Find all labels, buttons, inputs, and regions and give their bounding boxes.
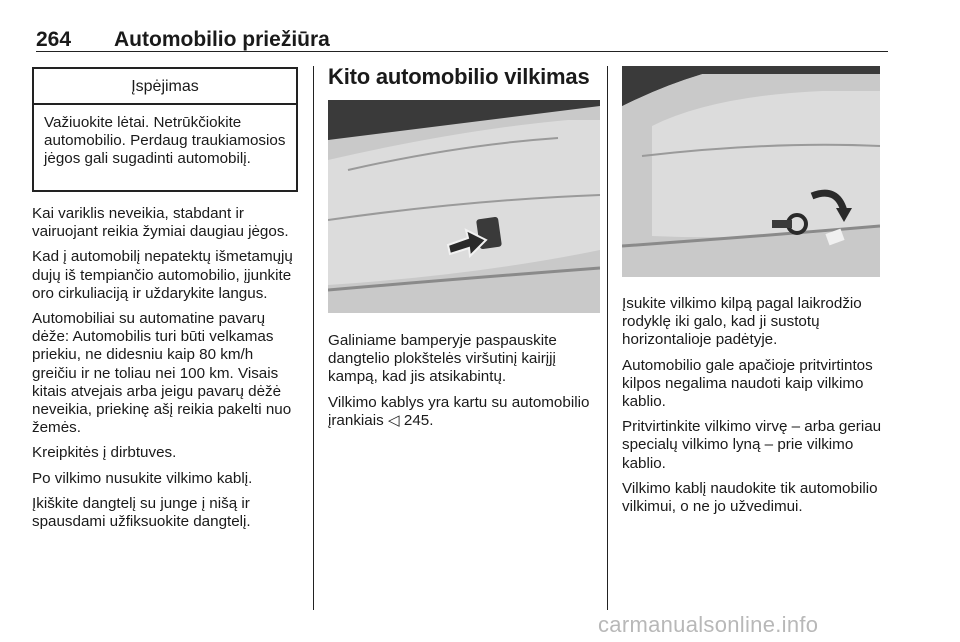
- right-column-text: [622, 295, 892, 523]
- paragraph: Pritvirtinkite vilkimo virvę – arba geriau specialų vilkimo lyną – prie vilkimo kablio.: [622, 418, 882, 472]
- column-divider-right: [607, 66, 608, 610]
- paragraph: Įkiškite dangtelį su junge į nišą ir spausdami užfiksuokite dangtelį.: [32, 494, 251, 531]
- middle-column-text: [328, 332, 603, 437]
- paragraph: [328, 394, 603, 430]
- paragraph: Kad į automobilį nepatektų išmetamųjų dujų iš tempiančio automobilio, įjunkite oro cirkuliaciją ir uždarykite langus.: [32, 248, 293, 302]
- paragraph: Kreipkitės į dirbtuves.: [32, 444, 177, 462]
- paragraph: Po vilkimo nusukite vilkimo kablį.: [32, 469, 253, 487]
- warning-text: Važiuokite lėtai. Netrūkčiokite automobilio. Perdaug traukiamosios jėgos gali sugadinti automobilį.: [44, 114, 286, 168]
- paragraph: Įsukite vilkimo kilpą pagal laikrodžio rodyklę iki galo, kad ji sustotų horizontalioje padėtyje.: [622, 295, 862, 349]
- column-divider-left: [313, 66, 314, 610]
- watermark: carmanualsonline.info: [598, 612, 819, 637]
- paragraph: Vilkimo kablį naudokite tik automobilio vilkimui, o ne jo užvedimui.: [622, 479, 878, 516]
- page-title: Automobilio priežiūra: [114, 28, 330, 51]
- warning-heading: Įspėjimas: [34, 69, 296, 105]
- header-divider: [36, 51, 888, 52]
- paragraph: Kai variklis neveikia, stabdant ir vairuojant reikia žymiai daugiau jėgos.: [32, 205, 289, 241]
- rear-bumper-cover-illustration: [328, 100, 600, 313]
- triangle-reference-icon: ◁: [387, 411, 400, 429]
- towing-eye-illustration: [622, 66, 880, 277]
- page-number: 264: [36, 28, 72, 51]
- section-title: Kito automobilio vilkimas: [328, 64, 590, 89]
- warning-box: [32, 67, 298, 192]
- paragraph: Automobiliai su automatine pavarų dėže: Automobilis turi būti velkamas priekiu, ne didesniu kaip 80 km/h greičiu ir ne toliau nei 100 km. Visais kitais atvejais arba jeigu pavarų dėžė neveikia, priekinę ašį reikia pakelti nuo žemės.: [32, 310, 292, 437]
- paragraph: Automobilio gale apačioje pritvirtintos kilpos negalima naudoti kaip vilkimo kablio.: [622, 356, 873, 411]
- left-column-text: [32, 205, 302, 538]
- paragraph: Galiniame bamperyje paspauskite dangtelio plokštelės viršutinį kairįjį kampą, kad jis atsikabintų.: [328, 332, 557, 386]
- page-reference: 245.: [403, 411, 434, 429]
- paragraph-text: Vilkimo kablys yra kartu su automobilio įrankiais: [328, 393, 590, 429]
